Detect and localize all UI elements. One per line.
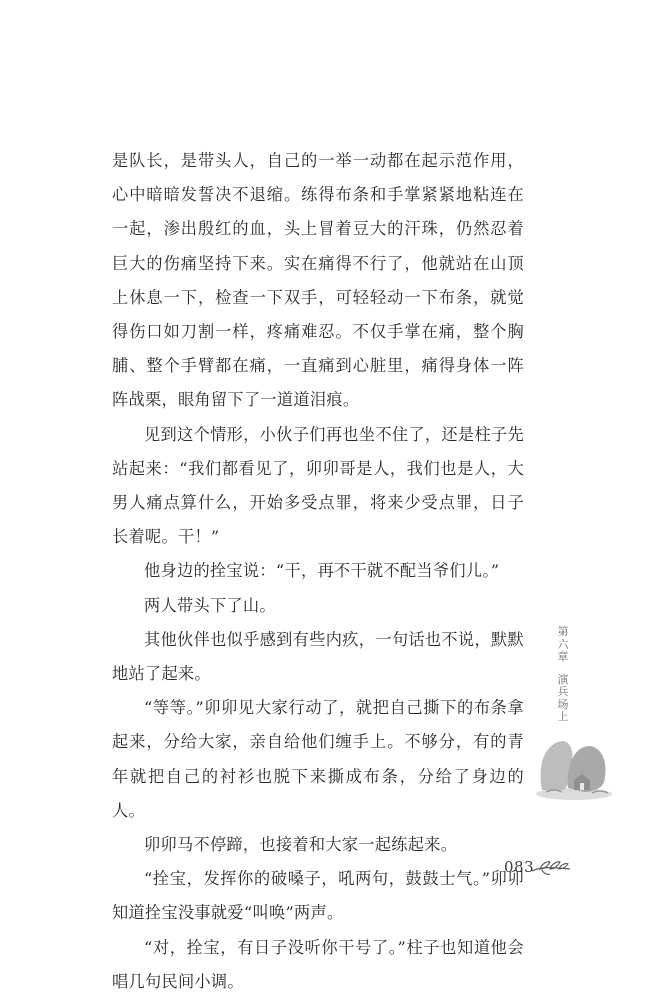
- page-number: 083: [504, 858, 535, 876]
- paragraph-2: 见到这个情形，小伙子们再也坐不住了，还是柱子先站起来：“我们都看见了，卯卯哥是人，我们也是人，大男人痛点算什么，开始多受点罪，将来少受点罪，日子长着呢。干！”: [112, 424, 524, 547]
- chapter-number: 第六章: [557, 625, 569, 663]
- leaf-ornament-icon: [530, 859, 572, 877]
- paragraph-4: 两人带头下了山。: [144, 595, 276, 615]
- paragraph-5: 其他伙伴也似乎感到有些内疚，一句话也不说，默默地站了起来。: [112, 629, 524, 684]
- tree-cottage-illustration-icon: [534, 730, 614, 802]
- chapter-title: 演兵场上: [557, 672, 569, 723]
- paragraph-6: “等等。”卯卯见大家行动了，就把自己撕下的布条拿起来，分给大家，亲自给他们缠手上。不够分，有的青年就把自己的衬衫也脱下来撕成布条，分给了身边的人。: [112, 698, 524, 820]
- paragraph-3: 他身边的拴宝说：“干，再不干就不配当爷们儿。”: [144, 561, 500, 581]
- chapter-side-tab: [556, 626, 570, 724]
- paragraph-9: “对，拴宝，有日子没听你干号了。”柱子也知道他会唱几句民间小调。: [112, 937, 524, 991]
- paragraph-8: “拴宝，发挥你的破嗓子，吼两句，鼓鼓士气。”卯卯知道拴宝没事就爱“叫唤”两声。: [112, 869, 524, 923]
- body-text: [112, 144, 524, 999]
- paragraph-1: 是队长，是带头人，自己的一举一动都在起示范作用，心中暗暗发誓决不退缩。练得布条和手掌紧紧地粘连在一起，渗出殷红的血，头上冒着豆大的汗珠，仍然忍着巨大的伤痛坚持下来。实在痛得不行了，他就站在山顶上休息一下，检查一下双手，可轻轻动一下布条，就觉得伤口如刀割一样，疼痛难忍。不仅手掌在痛，整个胸脯、整个手臂都在痛，一直痛到心脏里，痛得身体一阵阵战栗，眼角留下了一道道泪痕。: [112, 151, 524, 410]
- paragraph-7: 卯卯马不停蹄，也接着和大家一起练起来。: [144, 835, 458, 855]
